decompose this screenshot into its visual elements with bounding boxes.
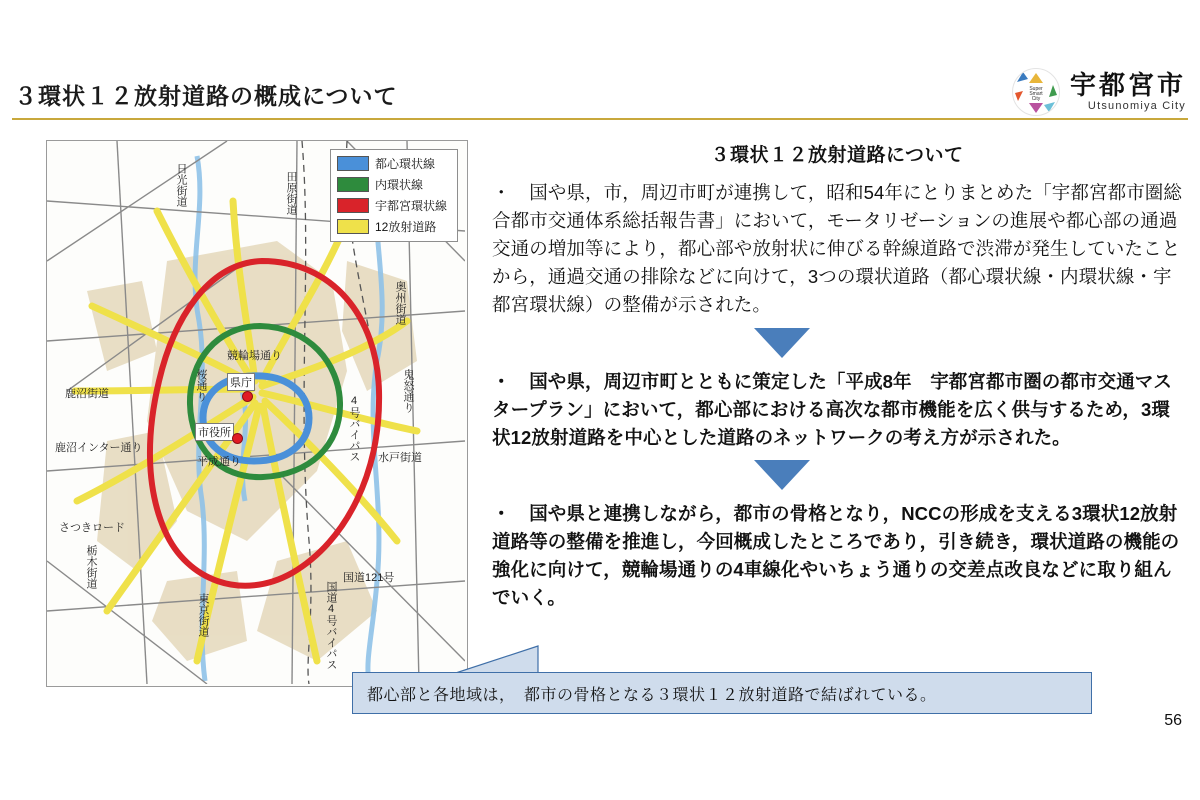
slide-header — [0, 0, 1200, 122]
map-label-sakura-dori: 桜通り — [195, 369, 207, 402]
logo-emblem-icon — [1012, 68, 1060, 116]
content-paragraph-2: ・ 国や県，周辺市町とともに策定した「平成8年 宇都宮都市圏の都市交通マスタープラン」において，都心部における高次な都市機能を広く供与するため，3環状12放射道路を中心とした道路のネットワークの考え方が示された。 — [492, 370, 1172, 448]
callout-text: 都心部と各地域は， 都市の骨格となる３環状１２放射道路で結ばれている。 — [367, 686, 937, 704]
legend-item — [337, 176, 451, 193]
legend-swatch-radial — [337, 219, 369, 234]
map-label-tokyo-kaido: 東京街道 — [197, 593, 209, 637]
map-label-tochigi-kaido: 栃木街道 — [85, 545, 97, 589]
legend-label-radial: 12放射道路 — [375, 220, 437, 234]
legend-label-inner: 内環状線 — [375, 178, 424, 192]
legend-label-utsunomiya: 宇都宮環状線 — [375, 199, 448, 213]
poi-dot-kencho — [242, 391, 253, 402]
map-label-satsuki-road: さつきロード — [59, 522, 125, 534]
poi-label-kencho: 県庁 — [227, 373, 255, 391]
map-panel — [46, 140, 468, 687]
down-arrow-icon — [754, 328, 810, 358]
svg-text:Smart: Smart — [1029, 91, 1043, 97]
map-label-mito-kaido: 水戸街道 — [378, 452, 422, 464]
map-label-kinu-dori: 鬼怒通り — [402, 369, 414, 413]
page-title: ３環状１２放射道路の概成について — [14, 83, 398, 109]
legend-item — [337, 197, 451, 214]
arrow-2 — [492, 460, 1182, 490]
map-label-kokudo-121: 国道121号 — [343, 572, 395, 584]
legend-swatch-utsunomiya — [337, 198, 369, 213]
down-arrow-icon — [754, 460, 810, 490]
map-label-heisei-dori: 平成通り — [197, 456, 241, 468]
header-divider — [12, 118, 1188, 120]
map-label-kokudo-4-bypass: 国道4号バイパス — [325, 581, 337, 670]
poi-label-shiyakusho: 市役所 — [195, 423, 234, 441]
callout-box — [352, 672, 1092, 714]
svg-text:Super: Super — [1029, 86, 1043, 92]
logo-text-jp: 宇都宮市 — [1069, 70, 1186, 101]
map-label-4gou-bypass: 4号バイパス — [348, 395, 360, 462]
content-column — [492, 140, 1182, 612]
page-number: 56 — [1164, 712, 1182, 729]
map-label-keirinjo-dori: 競輪場通り — [227, 350, 282, 362]
poi-dot-shiyakusho — [232, 433, 243, 444]
svg-text:City: City — [1031, 96, 1041, 102]
legend-swatch-central — [337, 156, 369, 171]
arrow-1 — [492, 328, 1182, 358]
map-label-oshu-kaido: 奥州街道 — [394, 281, 406, 325]
city-logo — [1012, 68, 1186, 116]
legend-label-central: 都心環状線 — [375, 157, 436, 171]
map-label-tahara-kaido: 田原街道 — [285, 171, 297, 215]
map-label-nikko-kaido: 日光街道 — [175, 163, 187, 207]
content-paragraph-3: ・ 国や県と連携しながら，都市の骨格となり，NCCの形成を支える3環状12放射道路等の整備を推進し，今回概成したところであり，引き続き，環状道路の機能の強化に向けて，競輪場通りの4車線化やいちょう通りの交差点改良などに取り組んでいく。 — [492, 502, 1180, 609]
content-title: ３環状１２放射道路について — [710, 145, 964, 166]
content-paragraph-1: ・ 国や県，市，周辺市町が連携して，昭和54年にとりまとめた「宇都宮都市圏総合都市交通体系総括報告書」において，モータリゼーションの進展や都心部の通過交通の増加等により，都心部や放射状に伸びる幹線道路で渋滞が発生していたことから，通過交通の排除などに向けて，3つの環状道路（都心環状線・内環状線・宇都宮環状線）の整備が示された。 — [492, 182, 1183, 316]
legend-swatch-inner — [337, 177, 369, 192]
map-label-kanuma-kaido: 鹿沼街道 — [65, 388, 109, 400]
logo-text-en: Utsunomiya City — [1087, 99, 1186, 112]
legend-item — [337, 155, 451, 172]
map-label-kanuma-interdori: 鹿沼インター通り — [55, 442, 143, 454]
map-legend — [330, 149, 458, 242]
legend-item — [337, 218, 451, 235]
